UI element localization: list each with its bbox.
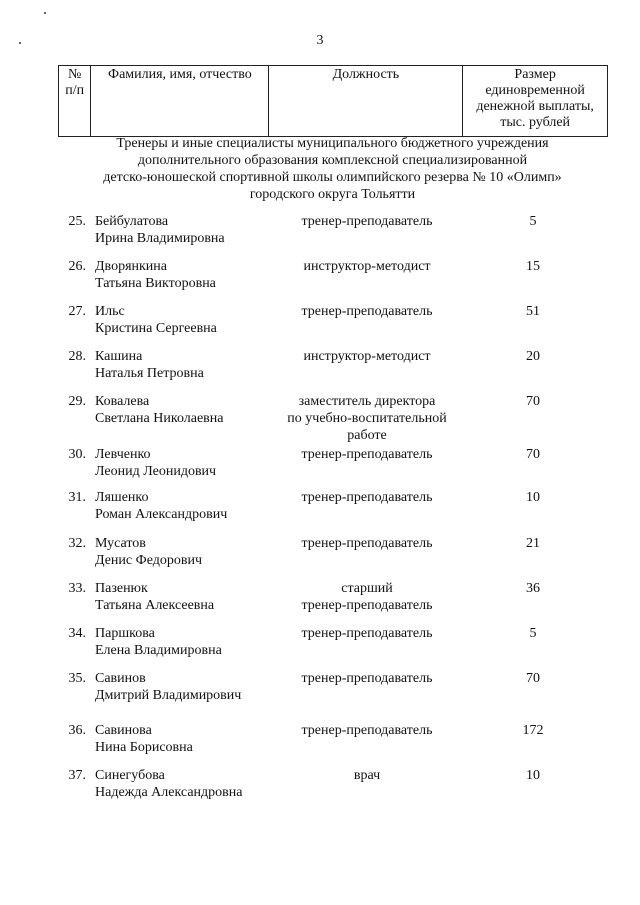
header-payment-line: тыс. рублей: [500, 115, 571, 130]
row-position: [262, 580, 472, 614]
row-surname: Мусатов: [95, 536, 146, 551]
row-given-names: Денис Федорович: [95, 553, 202, 568]
row-payment: 15: [526, 259, 540, 274]
row-payment: 20: [526, 349, 540, 364]
row-number: 36.: [68, 723, 86, 738]
row-surname: Ильс: [95, 304, 125, 319]
row-given-names: Светлана Николаевна: [95, 411, 224, 426]
row-number: 28.: [68, 349, 86, 364]
row-position: [262, 303, 472, 320]
row-full-name: [95, 213, 280, 247]
row-given-names: Татьяна Алексеевна: [95, 598, 215, 613]
header-name: Фамилия, имя, отчество: [91, 66, 269, 137]
row-given-names: Нина Борисовна: [95, 740, 193, 755]
organization-line: дополнительного образования комплексной специализированной: [137, 153, 528, 168]
row-position: [262, 722, 472, 739]
row-number: 35.: [68, 671, 86, 686]
row-position-line: тренер-преподаватель: [301, 490, 433, 505]
row-number: 31.: [68, 490, 86, 505]
header-payment-line: денежной выплаты,: [476, 99, 594, 114]
row-payment: 70: [526, 447, 540, 462]
organization-line: детско-юношеской спортивной школы олимпийского резерва № 10 «Олимп»: [103, 170, 562, 185]
row-position-line: тренер-преподаватель: [301, 447, 433, 462]
row-surname: Синегубова: [95, 768, 165, 783]
row-surname: Левченко: [95, 447, 151, 462]
row-given-names: Леонид Леонидович: [95, 464, 217, 479]
row-full-name: [95, 722, 280, 756]
row-full-name: [95, 393, 280, 427]
row-position-line: тренер-преподаватель: [301, 598, 433, 613]
header-payment: [463, 66, 608, 137]
row-number: 27.: [68, 304, 86, 319]
row-surname: Паршкова: [95, 626, 155, 641]
row-position-line: тренер-преподаватель: [301, 671, 433, 686]
row-surname: Савинова: [95, 723, 152, 738]
row-payment: 21: [526, 536, 540, 551]
row-surname: Ковалева: [95, 394, 150, 409]
row-full-name: [95, 258, 280, 292]
row-given-names: Надежда Александровна: [95, 785, 243, 800]
row-given-names: Кристина Сергеевна: [95, 321, 217, 336]
row-number: 33.: [68, 581, 86, 596]
row-given-names: Наталья Петровна: [95, 366, 204, 381]
row-position: [262, 625, 472, 642]
row-given-names: Елена Владимировна: [95, 643, 222, 658]
row-number: 29.: [68, 394, 86, 409]
row-payment: 5: [529, 626, 537, 641]
scan-speck: [44, 12, 46, 14]
row-payment: 10: [526, 768, 540, 783]
row-surname: Савинов: [95, 671, 146, 686]
row-given-names: Татьяна Викторовна: [95, 276, 216, 291]
row-position-line: тренер-преподаватель: [301, 536, 433, 551]
row-position: [262, 767, 472, 784]
row-position-line: работе: [347, 428, 387, 443]
row-position: [262, 213, 472, 230]
row-position-line: заместитель директора: [298, 394, 436, 409]
row-position: [262, 348, 472, 365]
row-position: [262, 670, 472, 687]
header-position: Должность: [269, 66, 463, 137]
page-number: 3: [316, 33, 324, 48]
row-surname: Ляшенко: [95, 490, 149, 505]
row-surname: Дворянкина: [95, 259, 167, 274]
row-position-line: по учебно-воспитательной: [287, 411, 447, 426]
row-payment: 70: [526, 671, 540, 686]
row-payment: 10: [526, 490, 540, 505]
row-full-name: [95, 303, 280, 337]
row-payment: 70: [526, 394, 540, 409]
header-payment-line: Размер: [514, 67, 556, 82]
row-number: 37.: [68, 768, 86, 783]
row-position-line: тренер-преподаватель: [301, 304, 433, 319]
row-position-line: инструктор-методист: [303, 349, 431, 364]
row-full-name: [95, 446, 280, 480]
row-position-line: тренер-преподаватель: [301, 214, 433, 229]
row-number: 34.: [68, 626, 86, 641]
row-number: 30.: [68, 447, 86, 462]
row-number: 32.: [68, 536, 86, 551]
row-given-names: Роман Александрович: [95, 507, 228, 522]
row-payment: 51: [526, 304, 540, 319]
row-position: [262, 446, 472, 463]
row-position-line: тренер-преподаватель: [301, 723, 433, 738]
organization-line: городского округа Тольятти: [249, 187, 416, 202]
organization-line: Тренеры и иные специалисты муниципального бюджетного учреждения: [116, 136, 549, 151]
header-num: № п/п: [59, 66, 91, 137]
row-position-line: врач: [353, 768, 381, 783]
row-payment: 5: [529, 214, 537, 229]
row-surname: Бейбулатова: [95, 214, 169, 229]
header-payment-line: единовременной: [485, 83, 585, 98]
row-full-name: [95, 580, 280, 614]
row-full-name: [95, 348, 280, 382]
row-given-names: Дмитрий Владимирович: [95, 688, 242, 703]
row-full-name: [95, 670, 280, 704]
organization-title: [60, 135, 605, 203]
row-full-name: [95, 625, 280, 659]
row-surname: Кашина: [95, 349, 143, 364]
row-given-names: Ирина Владимировна: [95, 231, 225, 246]
row-surname: Пазенюк: [95, 581, 148, 596]
row-position: [262, 258, 472, 275]
row-full-name: [95, 535, 280, 569]
row-position-line: инструктор-методист: [303, 259, 431, 274]
table-header: [58, 65, 608, 137]
row-position: [262, 393, 472, 444]
row-payment: 36: [526, 581, 540, 596]
row-position-line: тренер-преподаватель: [301, 626, 433, 641]
row-payment: 172: [522, 723, 544, 738]
row-number: 25.: [68, 214, 86, 229]
row-full-name: [95, 489, 280, 523]
row-position: [262, 489, 472, 506]
row-position-line: старший: [341, 581, 393, 596]
row-number: 26.: [68, 259, 86, 274]
row-full-name: [95, 767, 280, 801]
row-position: [262, 535, 472, 552]
